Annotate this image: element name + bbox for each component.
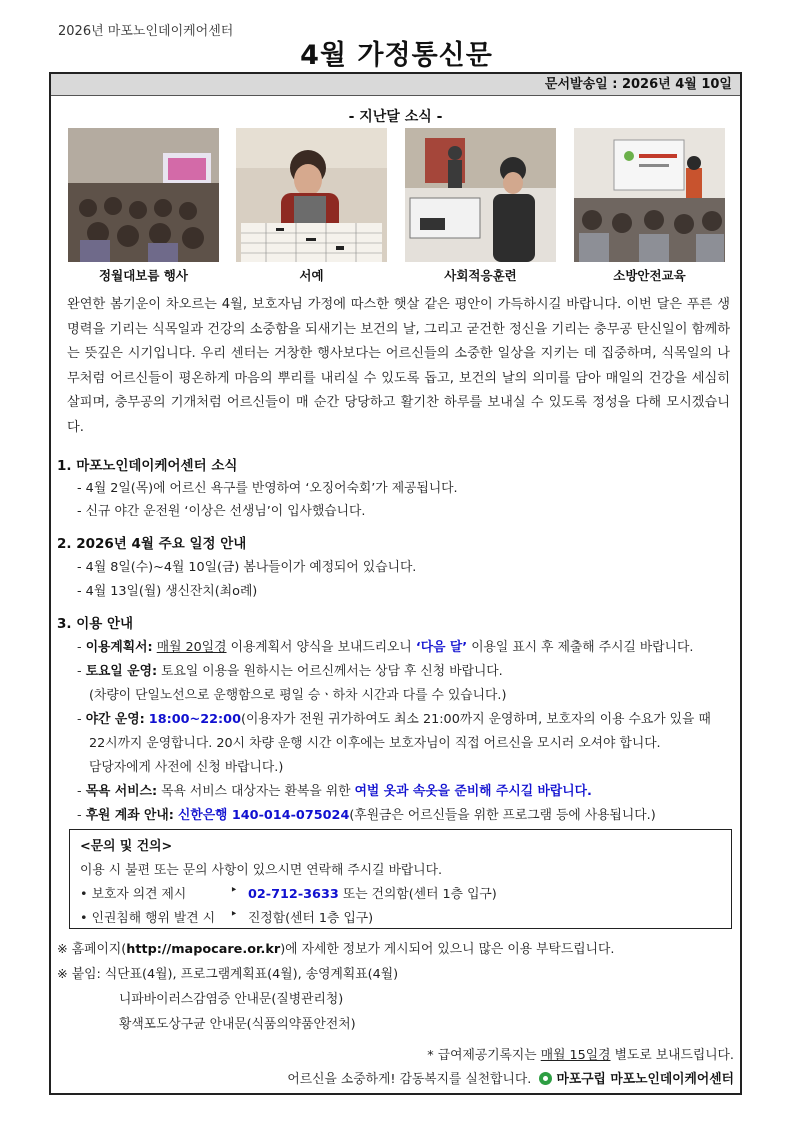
donation-account: 신한은행 140-014-075024 (177, 808, 350, 823)
arrow-icon: ‣ (230, 883, 238, 898)
attachment-line-1: 붙임: 식단표(4월), 프로그램계획표(4월), 송영계획표(4월) (67, 967, 399, 982)
section-1-title: 1. 마포노인데이케어센터 소식 (57, 458, 238, 474)
photo-calligraphy (236, 128, 387, 262)
intro-paragraph: 완연한 봄기운이 차오르는 4월, 보호자님 가정에 따스한 햇살 같은 평안이 가득하시길 바랍니다. 이번 달은 푸른 생명력을 기리는 식목일과 건강의 소중함을 되새기는 보건의 날, 그리고 굳건한 정신을 기리는 충무공 탄신일이 함께하는 뜻깊은 시기입니다. 우리 센터는 거창한 행사보다는 어르신들의 소중한 일상을 지키는 데 집중하며, 식목일의 나무처럼 어르신들이 평온하게 마음의 뿌리를 내리실 수 있도록 돕고, 보건의 날의 의미를 담아 매일의 건강을 세심히 살피며, 충무공의 기개처럼 어르신들이 매 순간 당당하고 활기찬 하루를 보내실 수 있도록 정성을 다해 모시겠습니다. (67, 297, 730, 435)
inquiry-desc: 이용 시 불편 또는 문의 사항이 있으시면 연락해 주시길 바랍니다. (80, 863, 443, 878)
center-phone-number[interactable]: 02-712-3633 (248, 887, 339, 902)
night-label: 야간 운영: (85, 712, 145, 727)
calligraphy-photo-image (236, 128, 387, 262)
note-mark: ※ (57, 942, 68, 957)
arrow-icon: ‣ (230, 907, 238, 922)
note-mark: ※ (57, 967, 68, 982)
attachment-line-2: 니파바이러스감염증 안내문(질병관리청) (119, 992, 344, 1007)
saturday-note: (차량이 단일노선으로 운행함으로 평일 승ㆍ하차 시간과 다를 수 있습니다.) (89, 688, 507, 703)
petition-box-text: 진정함(센터 1층 입구) (248, 911, 374, 926)
list-item: - 신규 야간 운전원 ‘이상은 선생님’이 입사했습니다. (77, 504, 366, 519)
usage-plan-text: 이용계획서 양식을 보내드리오니 (226, 640, 416, 655)
photo-caption: 서예 (299, 268, 324, 283)
night-hours: 18:00~22:00 (148, 712, 241, 727)
saturday-label: 토요일 운영: (85, 664, 158, 679)
homepage-note (57, 938, 614, 957)
training-photo-image (405, 128, 556, 262)
record-suffix: 별도로 보내드립니다. (610, 1048, 734, 1063)
usage-plan-text: 이용일 표시 후 제출해 주시길 바랍니다. (467, 640, 694, 655)
photo-social-training (405, 128, 556, 262)
record-prefix: * 급여제공기록지는 (427, 1048, 541, 1063)
list-dash: - (77, 640, 86, 655)
list-item: - 4월 8일(수)~4월 10일(금) 봄나들이가 예정되어 있습니다. (77, 560, 417, 575)
donation-item (77, 804, 656, 823)
homepage-link[interactable]: http://mapocare.or.kr (126, 942, 281, 957)
photo-caption: 정월대보름 행사 (99, 268, 188, 283)
night-text-3: 담당자에게 사전에 신청 바랍니다.) (89, 760, 284, 775)
event-photo-image (68, 128, 219, 262)
usage-plan-date: 매월 20일경 (156, 640, 227, 655)
guardian-opinion-label: • 보호자 의견 제시 (80, 887, 187, 902)
night-text: (이용자가 전원 귀가하여도 최소 21:00까지 운영하며, 보호자의 이용 수요가 있을 때 (241, 712, 711, 727)
night-text-2: 22시까지 운영합니다. 20시 차량 운행 시간 이후에는 보호자님이 직접 어르신을 모시러 오셔야 합니다. (89, 736, 661, 751)
next-month-highlight: ‘다음 달’ (415, 640, 468, 655)
attachment-line-3: 황색포도상구균 안내문(식품의약품안전처) (119, 1017, 356, 1032)
fire-safety-photo-image (574, 128, 725, 262)
usage-plan-label: 이용계획서: (85, 640, 153, 655)
photo-caption: 사회적응훈련 (444, 268, 517, 283)
slogan-text: 어르신을 소중하게! 감동복지를 실천합니다. (287, 1072, 532, 1087)
guardian-contact (248, 883, 497, 902)
homepage-suffix: )에 자세한 정보가 게시되어 있으니 많은 이용 부탁드립니다. (280, 942, 615, 957)
news-heading: - 지난달 소식 - (348, 109, 443, 125)
inquiry-box (69, 829, 732, 929)
bath-highlight: 여벌 옷과 속옷을 준비해 주시길 바랍니다. (354, 784, 592, 799)
record-date: 매월 15일경 (540, 1048, 611, 1063)
night-item (77, 708, 711, 727)
donation-text: (후원금은 어르신들을 위한 프로그램 등에 사용됩니다.) (349, 808, 656, 823)
saturday-text: 토요일 이용을 원하시는 어르신께서는 상담 후 신청 바랍니다. (157, 664, 503, 679)
section-3-title: 3. 이용 안내 (57, 616, 134, 632)
list-dash: - (77, 808, 86, 823)
rights-violation-label: • 인권침해 행위 발견 시 (80, 911, 216, 926)
newsletter-frame (49, 72, 742, 1095)
photo-caption: 소방안전교육 (613, 268, 686, 283)
inquiry-title: <문의 및 건의> (80, 839, 173, 854)
org-signature: 마포구립 마포노인데이케어센터 (556, 1072, 734, 1087)
footer-signature (287, 1068, 734, 1087)
donation-label: 후원 계좌 안내: (85, 808, 174, 823)
homepage-prefix: 홈페이지( (67, 942, 127, 957)
suggestion-box-text: 또는 건의함(센터 1층 입구) (338, 887, 497, 902)
list-dash: - (77, 664, 86, 679)
list-item: - 4월 13일(월) 생신잔치(최o례) (77, 584, 258, 599)
photo-fire-safety (574, 128, 725, 262)
usage-plan-item (77, 636, 693, 655)
attachment-note (57, 963, 398, 982)
bath-text: 목욕 서비스 대상자는 환복을 위한 (157, 784, 355, 799)
org-year-label: 2026년 마포노인데이케어센터 (58, 24, 234, 39)
center-logo-icon (539, 1072, 552, 1085)
saturday-item (77, 660, 503, 679)
list-dash: - (77, 784, 86, 799)
photo-full-moon-event (68, 128, 219, 262)
list-item: - 4월 2일(목)에 어르신 욕구를 반영하여 ‘오징어숙회’가 제공됩니다. (77, 481, 458, 496)
section-2-title: 2. 2026년 4월 주요 일정 안내 (57, 536, 247, 552)
list-dash: - (77, 712, 86, 727)
bath-label: 목욕 서비스: (85, 784, 158, 799)
page-title: 4월 가정통신문 (300, 40, 493, 71)
bath-item (77, 780, 592, 799)
issue-date: 문서발송일 : 2026년 4월 10일 (51, 74, 740, 96)
record-note (427, 1044, 734, 1063)
